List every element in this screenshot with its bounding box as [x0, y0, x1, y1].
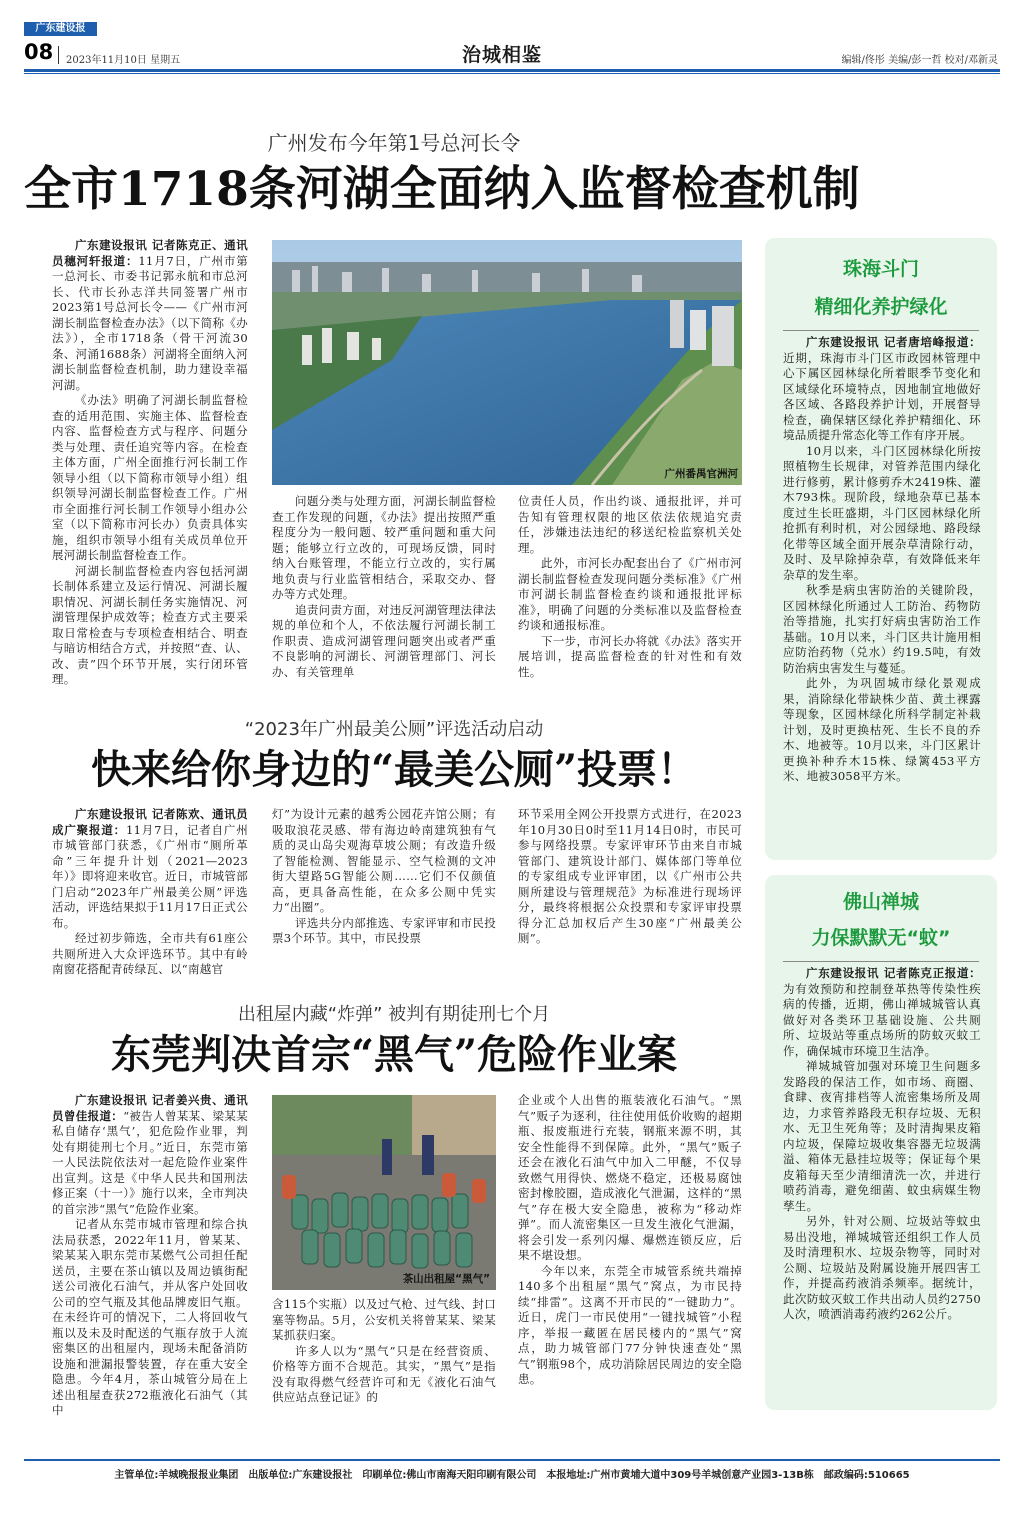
byline: 广东建设报讯 记者姜兴贵、通讯员曾佳报道： — [52, 1093, 248, 1123]
header-divider — [58, 46, 59, 64]
river-photo — [272, 240, 742, 485]
sidebar-subtitle-2: 力保默默无“蚊” — [811, 927, 951, 949]
sidebar-title-1: 珠海斗门 — [842, 258, 919, 280]
sidebar-para: 秋季是病虫害防治的关键阶段，区园林绿化所通过人工防治、药物防治等措施，扎实打好病虫害防治工作基础。10月以来，斗门区共计施用相应防治药物（兑水）约19.5吨，有效防治病虫害发生与蔓延。 — [783, 583, 981, 675]
article2-kicker: “2023年广州最美公厕”评选活动启动 — [244, 719, 544, 740]
article1-para — [52, 238, 248, 393]
article1-para: 此外，市河长办配套出台了《广州市河湖长制监督检查发现问题分类标准》《广州市河湖长制监督检查约谈和通报批评标准》，明确了问题的分类标准以及监督检查约谈和通报标准。 — [518, 556, 742, 632]
article1-col1 — [52, 238, 248, 688]
article3-headline: 东莞判决首宗“黑气”危险作业案 — [110, 1031, 677, 1078]
byline: 广东建设报讯 记者唐培峰报道： — [806, 335, 981, 349]
sidebar-subtitle-1: 精细化养护绿化 — [814, 296, 948, 318]
sidebar-divider — [783, 330, 979, 331]
sidebar-lead: 近期，珠海市斗门区市政园林管理中心下属区园林绿化所着眼季节变化和区域绿化环境特点，因地制宜地做好各区域、各路段养护计划，开展督导检查，确保辖区绿化养护精细化、环境品质提升常态化等工作有序开展。 — [783, 350, 981, 442]
article2-para: 环节采用全网公开投票方式进行，在2023年10月30日0时至11月14日0时，市民可参与网络投票。专家评审环节由来自市城管部门、建筑设计部门、媒体部门等单位的专家组成专业评审团，以《广州市公共厕所建设与管理规范》为标准进行现场评分，最终将根据公众投票和专家评审投票得分汇总加权后产生30座“广州最美公厕”。 — [518, 807, 742, 945]
sidebar-text-2 — [783, 966, 981, 1323]
article2-para: 经过初步筛选，全市共有61座公共厕所进入大众评选环节。其中有岭南窗花搭配青砖绿瓦、以“南越官 — [52, 931, 248, 976]
sidebar-text-1 — [783, 335, 981, 785]
article3-col1 — [52, 1093, 248, 1419]
editor-credits: 编辑/佟彤 美编/彭一哲 校对/邓新灵 — [841, 55, 998, 66]
article2-para: 灯”为设计元素的越秀公园花卉馆公厕；有吸取浪花灵感、带有海边岭南建筑独有气质的灵山岛尖观海草坡公厕；有改造升级了智能检测、智能显示、空气检测的文冲街大望路5G智能公厕……它们不仅颜值高，更具备高性能，在众多公厕中凭实力“出圈”。 — [272, 807, 496, 914]
footer-info: 主管单位:羊城晚报报业集团 出版单位:广东建设报社 印刷单位:佛山市南海天阳印刷有限公司 本报地址:广州市黄埔大道中309号羊城创意产业园3-13B栋 邮政编码:510665 — [114, 1470, 910, 1481]
footer-rule — [24, 1459, 1000, 1461]
sidebar-para: 另外，针对公厕、垃圾站等蚊虫易出没地，禅城城管还组织工作人员及时清理积水、垃圾杂物等，同时对公厕、垃圾站及附属设施开展四害工作，并提高药液消杀频率。据统计，此次防蚊灭蚊工作共出动人员约2750人次，喷洒消毒药液约262公斤。 — [783, 1214, 981, 1321]
sidebar-foshan — [765, 875, 997, 1410]
article3-para: 记者从东莞市城市管理和综合执法局获悉，2022年11月，曾某某、梁某某入职东莞市某燃气公司担任配送员，主要在茶山镇以及周边镇街配送公司液化石油气，并从客户处回收公司的空气瓶及其他品牌废旧气瓶。在未经许可的情况下，二人将回收气瓶以及未及时配送的气瓶存放于人流密集区的出租屋内，现场未配备消防设施和泄漏报警装置，存在重大安全隐患。今年4月，茶山城管分局在上述出租屋查获272瓶液化石油气（其中 — [52, 1217, 248, 1417]
article2-lead: 11月7日，记者自广州市城管部门获悉，《广州市“厕所革命”三年提升计划（2021—2023年）》即将迎来收官。近日，市城管部门启动“2023年广州最美公厕”评选活动，评选结果拟于11月17日正式公布。 — [52, 822, 248, 930]
sidebar-para: 此外，为巩固城市绿化景观成果，消除绿化带缺株少苗、黄土裸露等现象，区园林绿化所科学制定补栽计划，及时更换枯死、生长不良的乔木、地被等。10月以来，斗门区累计更换补种乔木15株、绿篱453平方米、地被3058平方米。 — [783, 676, 981, 783]
article1-para: 下一步，市河长办将就《办法》落实开展培训，提高监督检查的针对性和有效性。 — [518, 633, 742, 679]
river-photo-caption: 广州番禺官洲河 — [664, 468, 738, 480]
byline: 广东建设报讯 记者陈克正报道： — [806, 966, 981, 980]
sidebar-para: 禅城城管加强对环境卫生问题多发路段的保洁工作，如市场、商圈、食肆、夜宵排档等人流密集场所及周边，力求管养路段无积存垃圾、无积水、无卫生死角等；及时清掏果皮箱内垃圾，保障垃圾收集容器无垃圾满溢、箱体无悬挂垃圾等；保证每个果皮箱每天至少清细清洗一次，并进行喷药消毒，避免细菌、蚊虫病媒生物孳生。 — [783, 1059, 981, 1213]
sidebar-zhuhai — [765, 238, 997, 860]
article1-col2 — [272, 494, 496, 680]
article3-para: 今年以来，东莞全市城管系统共端掉140多个出租屋“黑气”窝点，为市民持续“排雷”。这离不开市民的“一键助力”。近日，虎门一市民使用“一键找城管”小程序，举报一藏匿在居民楼内的“黑气”窝点，助力城管部门77分钟快速查处“黑气”钢瓶98个，成功消除居民周边的安全隐患。 — [518, 1263, 742, 1386]
article2-para — [52, 807, 248, 931]
issue-date: 2023年11月10日 星期五 — [66, 55, 181, 66]
gas-cylinder-photo-image — [272, 1095, 496, 1290]
gas-photo-caption: 茶山出租屋“黑气” — [402, 1273, 490, 1285]
article2-col2 — [272, 807, 496, 947]
article3-para: 含115个实瓶）以及过气枪、过气线、封口塞等物品。5月，公安机关将曾某某、梁某某抓获归案。 — [272, 1297, 496, 1342]
article2-col3 — [518, 807, 742, 947]
article2-col1 — [52, 807, 248, 978]
article3-col3 — [518, 1093, 742, 1388]
article3-lead: “被告人曾某某、梁某某私自储存‘黑气’，犯危险作业罪，判处有期徒刑七个月。”近日，东莞市第一人民法院依法对一起危险作业案件出宣判。这是《中华人民共和国刑法修正案（十一）》施行以来，全市判决的首宗涉“黑气”危险作业案。 — [52, 1108, 248, 1216]
sidebar-para — [783, 335, 981, 444]
article3-para: 许多人以为“黑气”只是在经营资质、价格等方面不合规范。其实，“黑气”是指没有取得燃气经营许可和无《液化石油气供应站点登记证》的 — [272, 1343, 496, 1404]
sidebar-divider — [783, 961, 979, 962]
header-rule-thin — [24, 73, 1000, 74]
article1-lead: 11月7日，广州市第一总河长、市委书记郭永航和市总河长、代市长孙志洋共同签署广州市2023第1号总河长令——《广州市河湖长制监督检查办法》（以下简称《办法》），全市1718条（骨干河流30条、河涌1688条）河湖将全面纳入河湖长制监督检查机制，助力建设幸福河湖。 — [52, 253, 248, 392]
sidebar-lead: 为有效预防和控制登革热等传染性疾病的传播，近期，佛山禅城城管认真做好对各类环卫基础设施、公共厕所、垃圾站等重点场所的防蚊灭蚊工作，确保城市环境卫生洁净。 — [783, 981, 981, 1058]
article1-para: 河湖长制监督检查内容包括河湖长制体系建立及运行情况、河湖长履职情况、河湖长制任务实施情况、河湖管理保护成效等；检查方式主要采取日常检查与专项检查相结合、明查与暗访相结合方式，并按照“查、认、改、责”四个环节开展，实行闭环管理。 — [52, 563, 248, 686]
sidebar-para: 10月以来，斗门区园林绿化所按照植物生长规律，对管养范围内绿化进行修剪，累计修剪乔木2419株、灌木793株。现阶段，绿地杂草已基本度过生长旺盛期，斗门区园林绿化所抢抓有利时机，对公园绿地、路段绿化带等区域全面开展杂草清除行动，及时、及早除掉杂草，有效降低来年杂草的发生率。 — [783, 443, 981, 582]
gas-cylinder-photo — [272, 1095, 496, 1290]
article1-kicker: 广州发布今年第1号总河长令 — [267, 131, 521, 155]
article1-headline: 全市1718条河湖全面纳入监督检查机制 — [24, 162, 860, 217]
section-title: 治城相鉴 — [462, 44, 543, 66]
page-number: 08 — [24, 40, 54, 64]
river-photo-image — [272, 240, 742, 485]
article3-para — [52, 1093, 248, 1217]
article2-para: 评选共分内部推选、专家评审和市民投票3个环节。其中，市民投票 — [272, 915, 496, 945]
sidebar-para — [783, 966, 981, 1059]
newspaper-tag: 广东建设报 — [24, 22, 97, 36]
byline: 广东建设报讯 记者陈欢、通讯员成广聚报道： — [52, 807, 248, 837]
article1-para: 《办法》明确了河湖长制监督检查的适用范围、实施主体、监督检查内容、监督检查方式与程序、问题分类与处理、责任追究等内容。在检查主体方面，广州全面推行河长制工作领导小组（以下简称市领导小组）组织领导河湖长制监督检查工作。广州市全面推行河长制工作领导小组办公室（以下简称市河长办）负责具体实施，组织市领导小组有关成员单位开展河湖长制监督检查工作。 — [52, 393, 248, 562]
sidebar-title-2: 佛山禅城 — [842, 891, 919, 913]
article3-col2 — [272, 1297, 496, 1406]
header-rule — [24, 69, 1000, 72]
article1-para: 问题分类与处理方面，河湖长制监督检查工作发现的问题，《办法》提出按照严重程度分为一般问题、较严重问题和重大问题；能够立行立改的，可现场反馈，同时纳入台账管理，不能立行立改的，实行属地负责与行业监管相结合，采取交办、督办等方式处理。 — [272, 494, 496, 601]
article3-para: 企业或个人出售的瓶装液化石油气。“黑气”贩子为逐利，往往使用低价收购的超期瓶、报废瓶进行充装，钢瓶来源不明，其安全性能得不到保障。此外，“黑气”贩子还会在液化石油气中加入二甲醚，不仅导致燃气用得快、燃烧不稳定，还极易腐蚀密封橡胶圈，造成液化气泄漏，这样的“黑气”存在极大安全隐患，被称为“移动炸弹”。而人流密集区一旦发生液化气泄漏，将会引发一系列闪爆、爆燃连锁反应，后果不堪设想。 — [518, 1093, 742, 1262]
article1-col3 — [518, 494, 742, 680]
article2-headline: 快来给你身边的“最美公厕”投票！ — [90, 746, 697, 793]
article1-para: 位责任人员，作出约谈、通报批评，并可告知有管理权限的地区依法依规追究责任，涉嫌违法违纪的移送纪检监察机关处理。 — [518, 494, 742, 555]
article3-kicker: 出租屋内藏“炸弹” 被判有期徒刑七个月 — [237, 1004, 551, 1025]
byline: 广东建设报讯 记者陈克正、通讯员穗河轩报道： — [52, 238, 248, 268]
article1-para: 追责问责方面，对违反河湖管理法律法规的单位和个人，不依法履行河湖长制工作职责、造成河湖管理问题突出或者严重不良影响的河湖长、河湖管理部门、河长办、有关管理单 — [272, 602, 496, 679]
